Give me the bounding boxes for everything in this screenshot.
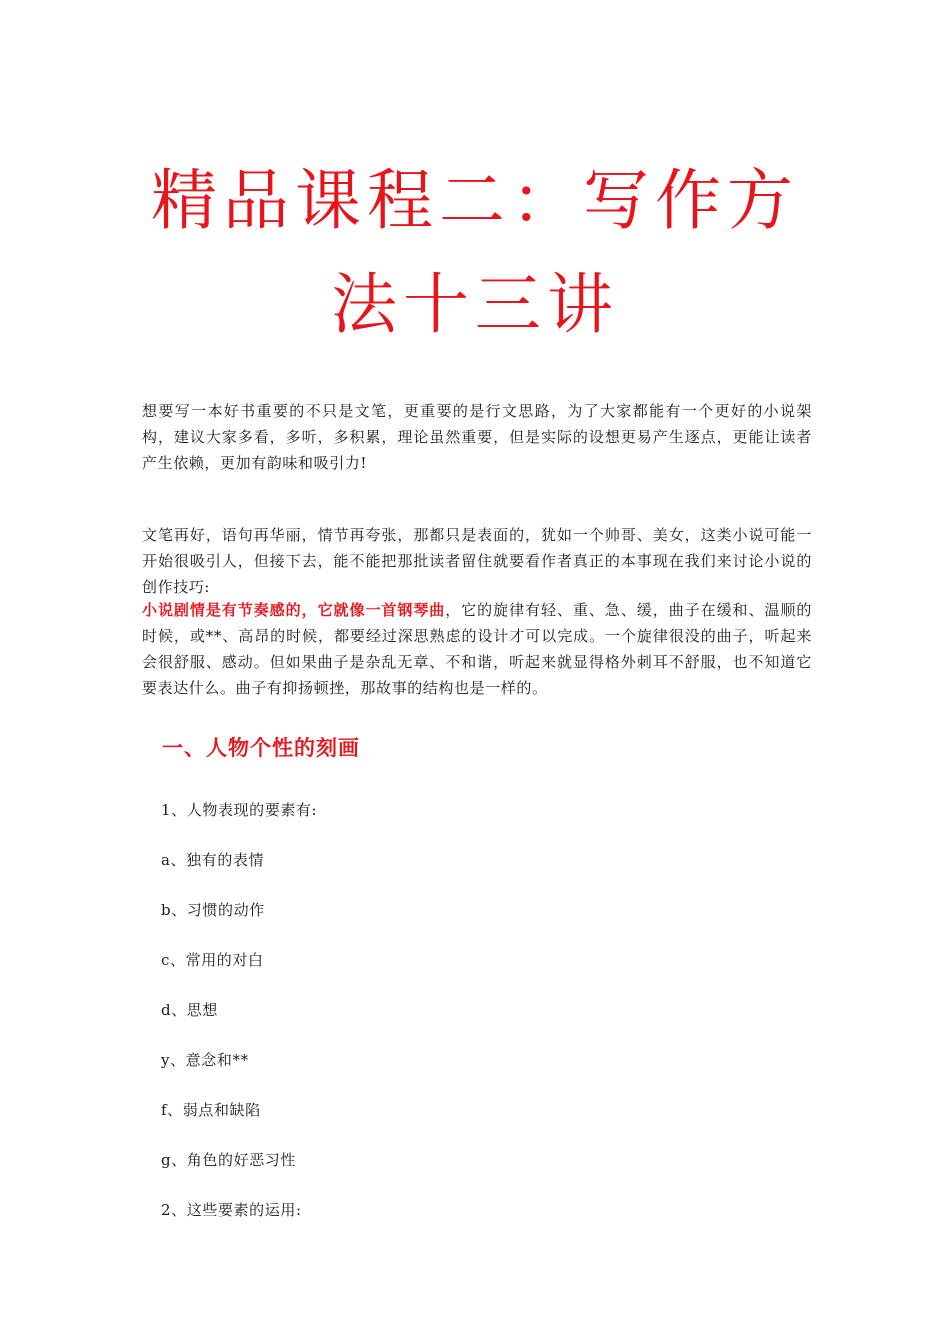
intro-paragraph: 想要写一本好书重要的不只是文笔，更重要的是行文思路，为了大家都能有一个更好的小说架构，建议大家多看，多听，多积累，理论虽然重要，但是实际的设想更易产生逐点，更能让读者产生依赖，更加有韵味和吸引力! (142, 402, 812, 472)
list-item: 1、人物表现的要素有: (161, 801, 318, 819)
list-item: d、思想 (161, 1001, 219, 1019)
list-item: a、独有的表情 (161, 851, 265, 869)
style-paragraph: 文笔再好，语句再华丽，情节再夸张，那都只是表面的，犹如一个帅哥、美女，这类小说可能一开始很吸引人，但接下去，能不能把那批读者留住就要看作者真正的本事现在我们来讨论小说的创作技巧: (142, 526, 812, 596)
rhythm-text: ，它的旋律有轻、重、急、缓，曲子在缓和、温顺的时候，或**、高昂的时候，都要经过深思熟虑的设计才可以完成。一个旋律很没的曲子，听起来会很舒服、感动。但如果曲子是杂乱无章、不和谐，听起来就显得格外刺耳不舒服，也不知道它要表达什么。曲子有抑扬顿挫，那故事的结构也是一样的。 (142, 601, 812, 697)
list-item: y、意念和** (161, 1051, 249, 1069)
list-item: g、角色的好恶习性 (161, 1151, 297, 1169)
section-heading: 一、人物个性的刻画 (162, 735, 360, 760)
list-item: c、常用的对白 (161, 951, 264, 969)
list-item: b、习惯的动作 (161, 901, 265, 919)
list-item: f、弱点和缺陷 (161, 1101, 261, 1119)
rhythm-highlight: 小说剧情是有节奏感的，它就像一首钢琴曲 (142, 601, 446, 619)
title-line-1: 精品课程二：写作方 (151, 162, 799, 239)
list-item: 2、这些要素的运用: (161, 1201, 302, 1219)
rhythm-paragraph (142, 597, 812, 701)
title-line-2: 法十三讲 (331, 266, 619, 343)
